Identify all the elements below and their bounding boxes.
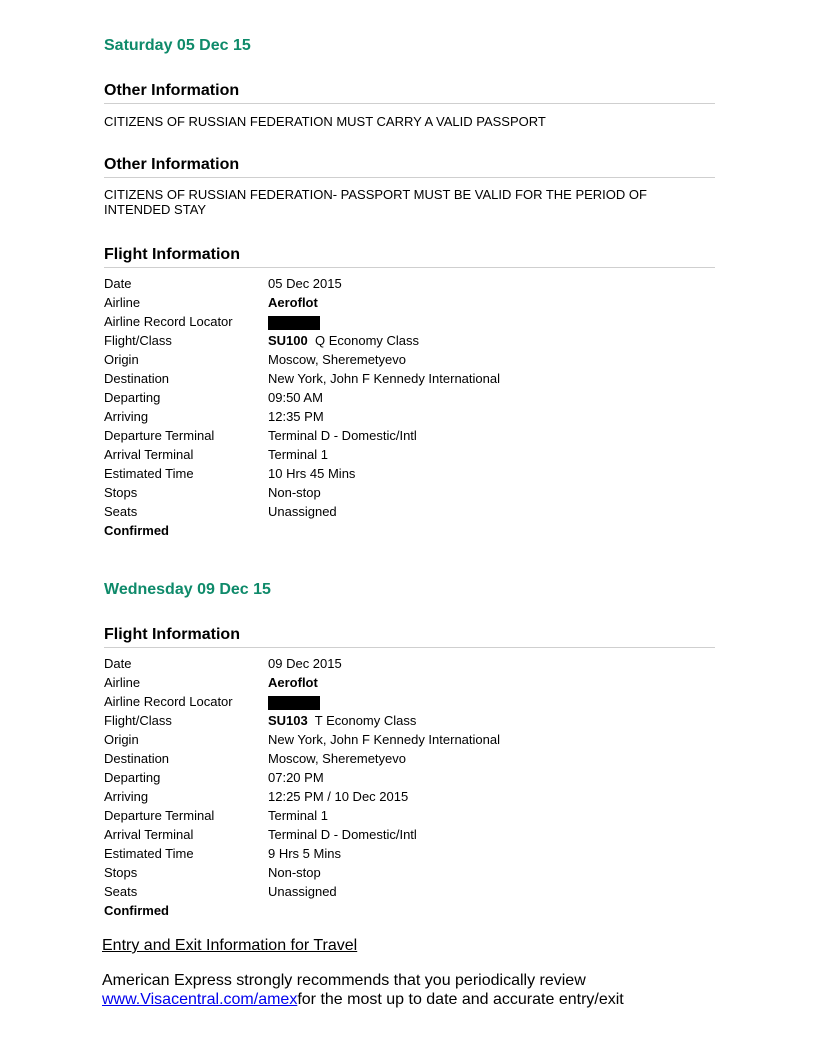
destination-row — [104, 749, 704, 768]
destination-label: Destination — [104, 751, 170, 766]
locator-label: Airline Record Locator — [104, 694, 233, 709]
day-heading: Wednesday 09 Dec 15 — [104, 581, 271, 598]
origin-value: Moscow, Sheremetyevo — [268, 352, 407, 367]
destination-label: Destination — [104, 371, 170, 386]
redaction-box — [268, 316, 320, 330]
locator-row — [104, 312, 704, 331]
airline-value: Aeroflot — [268, 675, 318, 690]
section-title: Flight Information — [104, 626, 715, 648]
stops-row — [104, 483, 704, 502]
airline-row — [104, 293, 704, 312]
departing-value: 09:50 AM — [268, 390, 323, 405]
departing-value: 07:20 PM — [268, 770, 324, 785]
origin-label: Origin — [104, 352, 139, 367]
entry-exit-info-link[interactable]: Entry and Exit Information for Travel — [102, 937, 358, 954]
dep-terminal-value: Terminal D - Domestic/Intl — [268, 428, 417, 443]
est-time-row — [104, 464, 704, 483]
class-name: Q Economy Class — [314, 333, 420, 348]
dep-terminal-label: Departure Terminal — [104, 428, 215, 443]
departing-row — [104, 768, 704, 787]
airline-row — [104, 673, 704, 692]
class-name: T Economy Class — [314, 713, 417, 728]
flight-class-label: Flight/Class — [104, 713, 172, 728]
arriving-value: 12:35 PM — [268, 409, 324, 424]
arriving-label: Arriving — [104, 789, 149, 804]
origin-label: Origin — [104, 732, 139, 747]
arriving-row — [104, 407, 704, 426]
dep-terminal-row — [104, 806, 704, 825]
arr-terminal-label: Arrival Terminal — [104, 827, 194, 842]
origin-row — [104, 730, 704, 749]
flight-class-value — [268, 711, 416, 730]
airline-label: Airline — [104, 295, 141, 310]
date-label: Date — [104, 656, 132, 671]
locator-value — [268, 312, 320, 331]
origin-row — [104, 350, 704, 369]
status-confirmed: Confirmed — [104, 903, 169, 918]
recommendation-text — [102, 971, 662, 1009]
est-time-value: 10 Hrs 45 Mins — [268, 466, 356, 481]
section-title: Other Information — [104, 82, 715, 104]
flight-class-row — [104, 331, 704, 350]
info-text: CITIZENS OF RUSSIAN FEDERATION- PASSPORT MUST BE VALID FOR THE PERIOD OF INTENDED STAY — [104, 187, 647, 217]
arriving-value: 12:25 PM / 10 Dec 2015 — [268, 789, 409, 804]
day-heading: Saturday 05 Dec 15 — [104, 37, 251, 54]
date-label: Date — [104, 276, 132, 291]
departing-row — [104, 388, 704, 407]
origin-value: New York, John F Kennedy International — [268, 732, 500, 747]
seats-value: Unassigned — [268, 884, 337, 899]
destination-value: Moscow, Sheremetyevo — [268, 751, 407, 766]
date-value: 05 Dec 2015 — [268, 276, 342, 291]
dep-terminal-value: Terminal 1 — [268, 808, 328, 823]
arr-terminal-row — [104, 825, 704, 844]
recommendation-lead: American Express strongly recommends that you periodically review — [102, 972, 586, 989]
airline-label: Airline — [104, 675, 141, 690]
date-value: 09 Dec 2015 — [268, 656, 342, 671]
est-time-row — [104, 844, 704, 863]
arr-terminal-value: Terminal 1 — [268, 447, 328, 462]
flight-details — [104, 654, 704, 920]
seats-value: Unassigned — [268, 504, 337, 519]
flight-details — [104, 274, 704, 540]
arriving-row — [104, 787, 704, 806]
stops-label: Stops — [104, 865, 138, 880]
flight-number: SU103 — [268, 713, 308, 728]
status-confirmed: Confirmed — [104, 523, 169, 538]
destination-value: New York, John F Kennedy International — [268, 371, 500, 386]
stops-value: Non-stop — [268, 865, 321, 880]
redaction-box — [268, 696, 320, 710]
est-time-label: Estimated Time — [104, 846, 194, 861]
seats-row — [104, 882, 704, 901]
departing-label: Departing — [104, 770, 161, 785]
stops-label: Stops — [104, 485, 138, 500]
recommendation-tail: for the most up to date and accurate entry/exit — [297, 991, 624, 1008]
locator-value — [268, 692, 320, 711]
arr-terminal-row — [104, 445, 704, 464]
flight-class-row — [104, 711, 704, 730]
locator-label: Airline Record Locator — [104, 314, 233, 329]
est-time-value: 9 Hrs 5 Mins — [268, 846, 341, 861]
dep-terminal-row — [104, 426, 704, 445]
stops-row — [104, 863, 704, 882]
date-row — [104, 274, 704, 293]
date-row — [104, 654, 704, 673]
arr-terminal-value: Terminal D - Domestic/Intl — [268, 827, 417, 842]
airline-value: Aeroflot — [268, 295, 318, 310]
est-time-label: Estimated Time — [104, 466, 194, 481]
seats-row — [104, 502, 704, 521]
flight-number: SU100 — [268, 333, 308, 348]
visacentral-link[interactable]: www.Visacentral.com/amex — [102, 991, 298, 1008]
flight-class-label: Flight/Class — [104, 333, 172, 348]
arr-terminal-label: Arrival Terminal — [104, 447, 194, 462]
flight-class-value — [268, 331, 419, 350]
departing-label: Departing — [104, 390, 161, 405]
destination-row — [104, 369, 704, 388]
dep-terminal-label: Departure Terminal — [104, 808, 215, 823]
arriving-label: Arriving — [104, 409, 149, 424]
locator-row — [104, 692, 704, 711]
section-title: Other Information — [104, 156, 715, 178]
section-title: Flight Information — [104, 246, 715, 268]
seats-label: Seats — [104, 504, 138, 519]
info-text: CITIZENS OF RUSSIAN FEDERATION MUST CARRY A VALID PASSPORT — [104, 114, 546, 129]
stops-value: Non-stop — [268, 485, 321, 500]
seats-label: Seats — [104, 884, 138, 899]
